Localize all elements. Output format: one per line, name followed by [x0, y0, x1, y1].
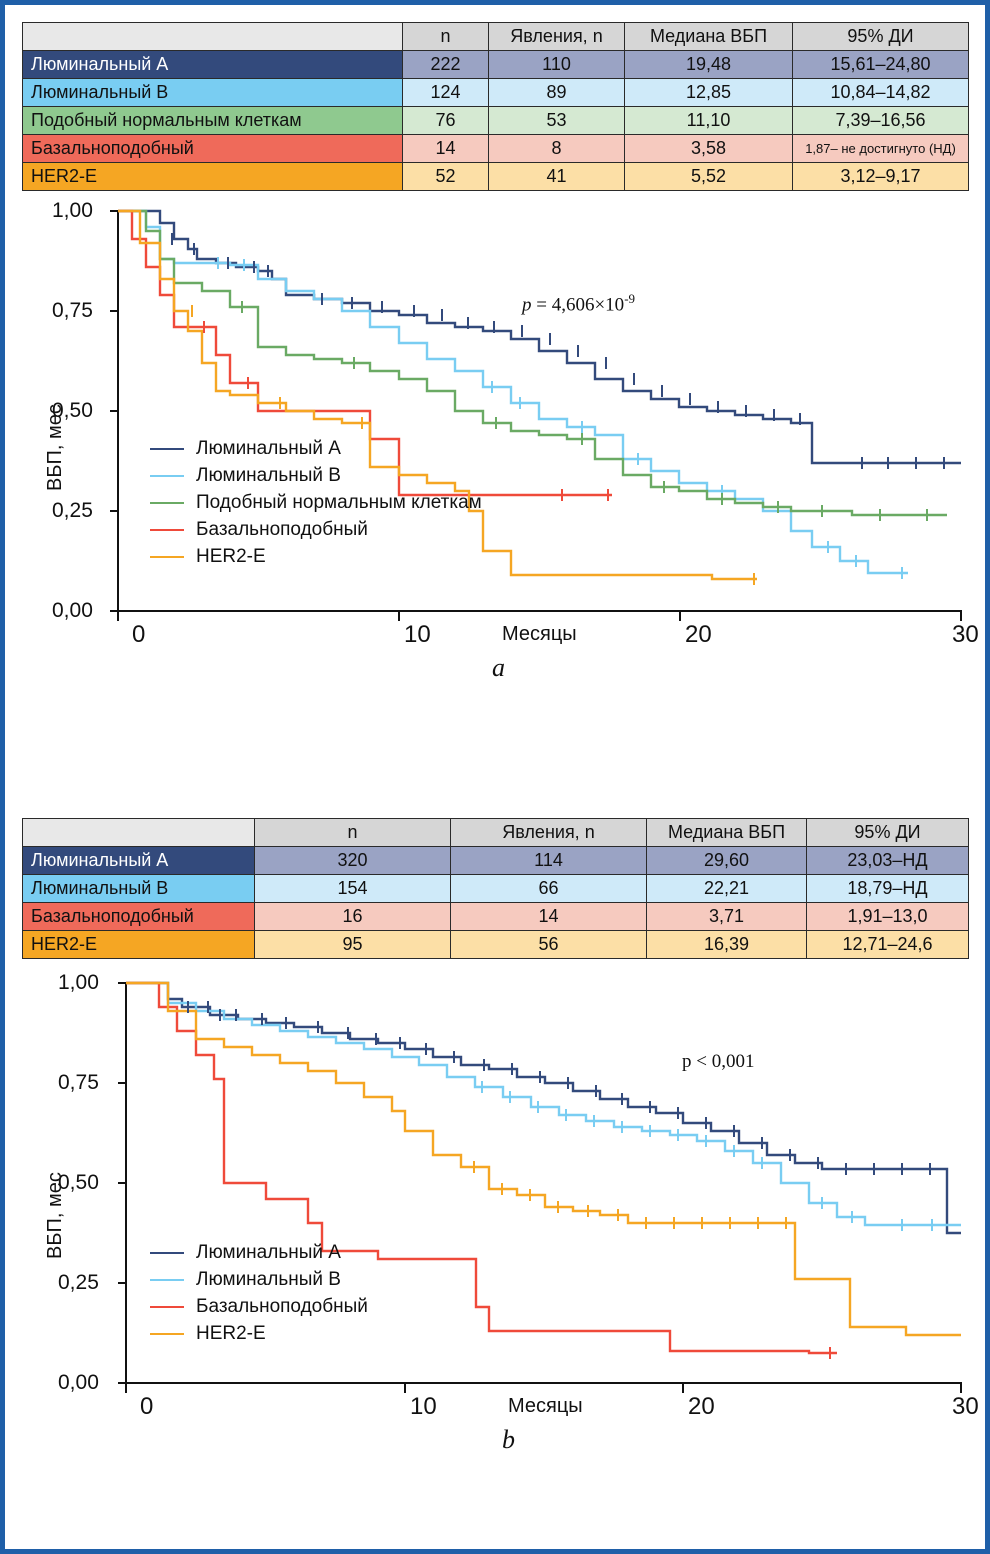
legend-item: [150, 466, 482, 486]
row-events: 41: [489, 163, 625, 191]
row-events: 89: [489, 79, 625, 107]
header-cell-events: Явления, n: [451, 819, 647, 847]
x-tick-10: 10: [404, 621, 431, 648]
row-label: Подобный нормальным клеткам: [23, 107, 403, 135]
panel-a: [22, 22, 979, 682]
row-label: HER2-E: [23, 163, 403, 191]
row-n: 154: [255, 875, 451, 903]
legend-swatch-line: [150, 1333, 184, 1335]
legend-label: Люминальный В: [196, 465, 341, 486]
legend-b: [150, 1243, 368, 1351]
panel-letter-a: a: [492, 653, 505, 682]
row-ci: 10,84–14,82: [793, 79, 969, 107]
row-median: 16,39: [647, 931, 807, 959]
row-events: 114: [451, 847, 647, 875]
legend-item: [150, 1297, 368, 1317]
row-median: 11,10: [625, 107, 793, 135]
row-label: Базальноподобный: [23, 903, 255, 931]
row-label: Люминальный А: [23, 847, 255, 875]
table-row: [23, 135, 969, 163]
legend-item: [150, 439, 482, 459]
legend-swatch-line: [150, 556, 184, 558]
y-tick-0-00: 0,00: [52, 599, 93, 622]
row-label: Базальноподобный: [23, 135, 403, 163]
row-events: 110: [489, 51, 625, 79]
row-n: 16: [255, 903, 451, 931]
x-tick-30: 30: [952, 1393, 979, 1420]
row-ci: 23,03–НД: [807, 847, 969, 875]
row-ci: 7,39–16,56: [793, 107, 969, 135]
legend-item: [150, 1270, 368, 1290]
axis-x-title-a: Месяцы: [502, 623, 577, 645]
row-n: 52: [403, 163, 489, 191]
table-row: [23, 163, 969, 191]
legend-item: [150, 1324, 368, 1344]
header-cell-median: Медиана ВБП: [647, 819, 807, 847]
y-tick-0-50: 0,50: [58, 1171, 99, 1194]
x-tick-0: 0: [140, 1393, 154, 1420]
row-ci: 1,91–13,0: [807, 903, 969, 931]
legend-item: [150, 493, 482, 513]
legend-label: Базальноподобный: [196, 1296, 368, 1317]
panel-letter-b: b: [502, 1425, 515, 1454]
header-cell-events: Явления, n: [489, 23, 625, 51]
table-header-row: [23, 819, 969, 847]
row-events: 56: [451, 931, 647, 959]
x-tick-0: 0: [132, 621, 146, 648]
x-tick-10: 10: [410, 1393, 437, 1420]
row-n: 124: [403, 79, 489, 107]
table-row: [23, 847, 969, 875]
row-median: 5,52: [625, 163, 793, 191]
row-label: Люминальный А: [23, 51, 403, 79]
legend-item: [150, 1243, 368, 1263]
legend-label: Люминальный А: [196, 438, 341, 459]
row-n: 95: [255, 931, 451, 959]
x-tick-20: 20: [688, 1393, 715, 1420]
header-cell-blank: [23, 819, 255, 847]
row-events: 8: [489, 135, 625, 163]
row-n: 76: [403, 107, 489, 135]
row-n: 14: [403, 135, 489, 163]
axis-y-title-b: ВБП, мес: [44, 1172, 66, 1259]
row-n: 222: [403, 51, 489, 79]
legend-swatch-line: [150, 475, 184, 477]
km-plot-a: [22, 201, 968, 641]
legend-label: HER2-E: [196, 546, 266, 567]
row-median: 29,60: [647, 847, 807, 875]
legend-label: HER2-E: [196, 1323, 266, 1344]
y-tick-1-00: 1,00: [58, 971, 99, 994]
axis-x-title-b: Месяцы: [508, 1395, 583, 1417]
legend-swatch-line: [150, 1279, 184, 1281]
row-label: HER2-E: [23, 931, 255, 959]
km-chart-b: [22, 959, 979, 1459]
row-events: 14: [451, 903, 647, 931]
legend-item: [150, 547, 482, 567]
table-row: [23, 903, 969, 931]
legend-swatch-line: [150, 1252, 184, 1254]
km-chart-a: [22, 191, 979, 682]
row-label: Люминальный В: [23, 875, 255, 903]
row-ci: 3,12–9,17: [793, 163, 969, 191]
legend-swatch-line: [150, 502, 184, 504]
header-cell-blank: [23, 23, 403, 51]
y-tick-0-50: 0,50: [52, 399, 93, 422]
table-header-row: [23, 23, 969, 51]
legend-label: Люминальный В: [196, 1269, 341, 1290]
summary-table-a: [22, 22, 969, 191]
row-median: 19,48: [625, 51, 793, 79]
legend-label: Люминальный А: [196, 1242, 341, 1263]
legend-a: [150, 439, 482, 574]
row-label: Люминальный В: [23, 79, 403, 107]
row-ci: 15,61–24,80: [793, 51, 969, 79]
y-tick-0-00: 0,00: [58, 1371, 99, 1394]
row-n: 320: [255, 847, 451, 875]
table-row: [23, 79, 969, 107]
table-row: [23, 51, 969, 79]
header-cell-ci: 95% ДИ: [807, 819, 969, 847]
row-ci: 12,71–24,6: [807, 931, 969, 959]
legend-label: Подобный нормальным клеткам: [196, 492, 482, 513]
row-median: 12,85: [625, 79, 793, 107]
y-tick-0-25: 0,25: [52, 499, 93, 522]
y-tick-0-75: 0,75: [58, 1071, 99, 1094]
table-row: [23, 931, 969, 959]
summary-table-b: [22, 818, 969, 959]
row-median: 3,71: [647, 903, 807, 931]
p-value-a: $p = 4,606\times 10^{-9}$: [522, 291, 636, 316]
axis-y-title-a: ВБП, мес: [44, 404, 66, 491]
table-row: [23, 875, 969, 903]
y-tick-1-00: 1,00: [52, 199, 93, 222]
y-tick-0-25: 0,25: [58, 1271, 99, 1294]
row-median: 22,21: [647, 875, 807, 903]
header-cell-median: Медиана ВБП: [625, 23, 793, 51]
row-ci: 18,79–НД: [807, 875, 969, 903]
table-row: [23, 107, 969, 135]
legend-swatch-line: [150, 529, 184, 531]
y-tick-0-75: 0,75: [52, 299, 93, 322]
legend-item: [150, 520, 482, 540]
panel-b: [22, 818, 979, 1459]
p-value-b: p < 0,001: [682, 1051, 755, 1072]
row-events: 53: [489, 107, 625, 135]
x-tick-20: 20: [685, 621, 712, 648]
legend-swatch-line: [150, 448, 184, 450]
row-median: 3,58: [625, 135, 793, 163]
header-cell-n: n: [403, 23, 489, 51]
header-cell-n: n: [255, 819, 451, 847]
legend-label: Базальноподобный: [196, 519, 368, 540]
x-tick-30: 30: [952, 621, 979, 648]
row-events: 66: [451, 875, 647, 903]
legend-swatch-line: [150, 1306, 184, 1308]
row-ci: 1,87– не достигнуто (НД): [793, 135, 969, 163]
header-cell-ci: 95% ДИ: [793, 23, 969, 51]
